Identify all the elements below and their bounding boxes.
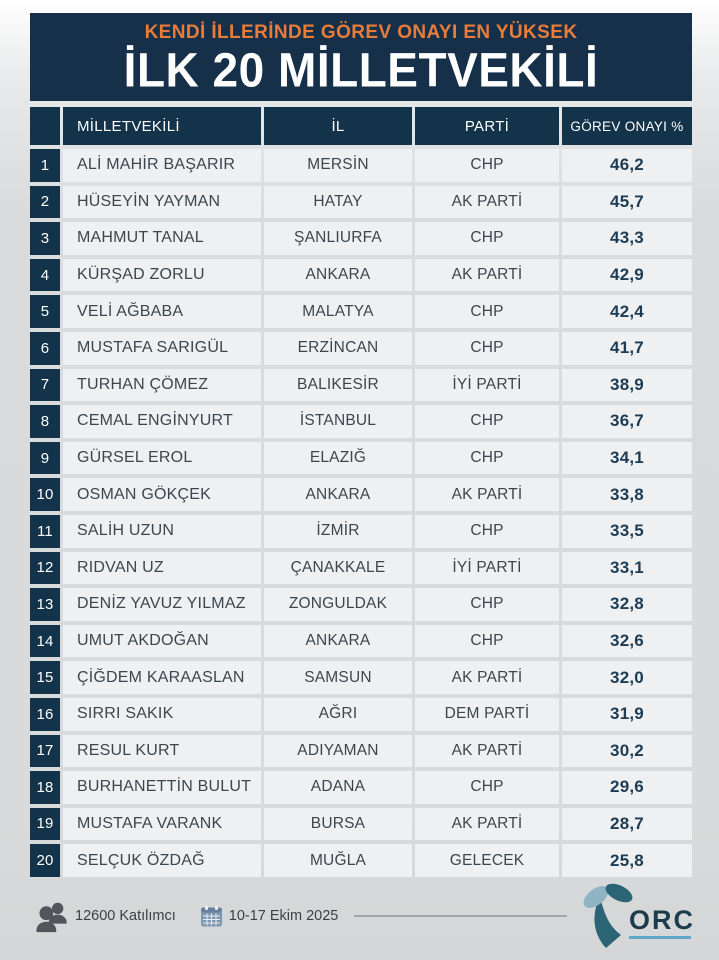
table-cell-name: MAHMUT TANAL bbox=[63, 222, 261, 255]
rank-cell: 5 bbox=[30, 295, 60, 328]
header-subtitle: KENDİ İLLERİNDE GÖREV ONAYI EN YÜKSEK bbox=[144, 22, 578, 43]
table-cell-name: BURHANETTİN BULUT bbox=[63, 771, 261, 804]
table-cell-name: UMUT AKDOĞAN bbox=[63, 625, 261, 658]
table-cell-value: 30,2 bbox=[562, 735, 692, 768]
table-cell-il: BALIKESİR bbox=[264, 369, 412, 402]
table-cell-name: KÜRŞAD ZORLU bbox=[63, 259, 261, 292]
orc-logo bbox=[581, 882, 695, 950]
table-cell-il: ADIYAMAN bbox=[264, 735, 412, 768]
table-cell-value: 34,1 bbox=[562, 442, 692, 475]
table-cell-value: 32,8 bbox=[562, 588, 692, 621]
table-cell-il: ANKARA bbox=[264, 478, 412, 511]
table-cell-name: ALİ MAHİR BAŞARIR bbox=[63, 149, 261, 182]
table-cell-value: 31,9 bbox=[562, 698, 692, 731]
rank-cell: 14 bbox=[30, 625, 60, 658]
table-cell-value: 42,4 bbox=[562, 295, 692, 328]
table-cell-value: 36,7 bbox=[562, 405, 692, 438]
table-cell-parti: CHP bbox=[415, 771, 559, 804]
table-cell-parti: AK PARTİ bbox=[415, 808, 559, 841]
table-cell-il: BURSA bbox=[264, 808, 412, 841]
table-cell-value: 33,8 bbox=[562, 478, 692, 511]
rank-cell: 18 bbox=[30, 771, 60, 804]
participants-icon bbox=[35, 900, 69, 933]
rank-cell: 16 bbox=[30, 698, 60, 731]
table-cell-il: İZMİR bbox=[264, 515, 412, 548]
table-cell-name: SELÇUK ÖZDAĞ bbox=[63, 844, 261, 877]
table-cell-il: MERSİN bbox=[264, 149, 412, 182]
table-cell-il: AĞRI bbox=[264, 698, 412, 731]
table-cell-value: 32,6 bbox=[562, 625, 692, 658]
table-cell-name: MUSTAFA SARIGÜL bbox=[63, 332, 261, 365]
rank-cell: 4 bbox=[30, 259, 60, 292]
table-cell-parti: CHP bbox=[415, 405, 559, 438]
table-cell-parti: AK PARTİ bbox=[415, 259, 559, 292]
rank-cell: 10 bbox=[30, 478, 60, 511]
table-cell-parti: CHP bbox=[415, 295, 559, 328]
table-cell-name: CEMAL ENGİNYURT bbox=[63, 405, 261, 438]
table-cell-il: MUĞLA bbox=[264, 844, 412, 877]
table-cell-name: SALİH UZUN bbox=[63, 515, 261, 548]
column-header-gorev-onayi: GÖREV ONAYI % bbox=[562, 107, 692, 145]
rank-cell: 11 bbox=[30, 515, 60, 548]
table-cell-value: 33,1 bbox=[562, 552, 692, 585]
table-cell-il: ZONGULDAK bbox=[264, 588, 412, 621]
table-cell-il: ŞANLIURFA bbox=[264, 222, 412, 255]
rank-cell: 19 bbox=[30, 808, 60, 841]
table-cell-parti: AK PARTİ bbox=[415, 735, 559, 768]
table-cell-name: VELİ AĞBABA bbox=[63, 295, 261, 328]
table-cell-value: 33,5 bbox=[562, 515, 692, 548]
table-cell-name: RIDVAN UZ bbox=[63, 552, 261, 585]
table-cell-parti: CHP bbox=[415, 625, 559, 658]
table-cell-name: OSMAN GÖKÇEK bbox=[63, 478, 261, 511]
rank-cell: 3 bbox=[30, 222, 60, 255]
rank-cell: 17 bbox=[30, 735, 60, 768]
column-header-rank bbox=[30, 107, 60, 145]
rank-cell: 8 bbox=[30, 405, 60, 438]
rank-cell: 2 bbox=[30, 186, 60, 219]
rank-cell: 6 bbox=[30, 332, 60, 365]
footer bbox=[35, 880, 695, 952]
table-cell-parti: GELECEK bbox=[415, 844, 559, 877]
table-cell-name: MUSTAFA VARANK bbox=[63, 808, 261, 841]
table-cell-il: ERZİNCAN bbox=[264, 332, 412, 365]
orc-logo-text: ORC bbox=[629, 905, 695, 935]
table-cell-value: 43,3 bbox=[562, 222, 692, 255]
table-cell-value: 28,7 bbox=[562, 808, 692, 841]
table-cell-value: 42,9 bbox=[562, 259, 692, 292]
table-cell-il: İSTANBUL bbox=[264, 405, 412, 438]
participants-label: 12600 Katılımcı bbox=[75, 908, 176, 924]
table-cell-il: ANKARA bbox=[264, 625, 412, 658]
table-cell-name: GÜRSEL EROL bbox=[63, 442, 261, 475]
table-cell-parti: İYİ PARTİ bbox=[415, 369, 559, 402]
rank-cell: 15 bbox=[30, 661, 60, 694]
header-banner bbox=[30, 13, 692, 101]
footer-divider bbox=[354, 915, 567, 917]
table-cell-parti: CHP bbox=[415, 332, 559, 365]
page-title: İLK 20 MİLLETVEKİLİ bbox=[123, 42, 599, 98]
table-cell-name: DENİZ YAVUZ YILMAZ bbox=[63, 588, 261, 621]
table-cell-il: ÇANAKKALE bbox=[264, 552, 412, 585]
column-header-parti: PARTİ bbox=[415, 107, 559, 145]
table-cell-parti: CHP bbox=[415, 222, 559, 255]
table-cell-il: SAMSUN bbox=[264, 661, 412, 694]
table-cell-il: ADANA bbox=[264, 771, 412, 804]
table-cell-parti: İYİ PARTİ bbox=[415, 552, 559, 585]
table-cell-value: 29,6 bbox=[562, 771, 692, 804]
orc-tagline-bar bbox=[629, 936, 691, 939]
table-cell-il: MALATYA bbox=[264, 295, 412, 328]
table-cell-value: 41,7 bbox=[562, 332, 692, 365]
orc-logo-mark-icon bbox=[581, 882, 635, 950]
date-range-label: 10-17 Ekim 2025 bbox=[228, 908, 339, 924]
table-cell-il: HATAY bbox=[264, 186, 412, 219]
table-cell-parti: AK PARTİ bbox=[415, 186, 559, 219]
table-cell-value: 32,0 bbox=[562, 661, 692, 694]
rank-cell: 7 bbox=[30, 369, 60, 402]
table-cell-parti: AK PARTİ bbox=[415, 478, 559, 511]
table-cell-value: 38,9 bbox=[562, 369, 692, 402]
column-header-il: İL bbox=[264, 107, 412, 145]
table-cell-name: HÜSEYİN YAYMAN bbox=[63, 186, 261, 219]
table-cell-value: 25,8 bbox=[562, 844, 692, 877]
table-cell-parti: CHP bbox=[415, 149, 559, 182]
rank-cell: 12 bbox=[30, 552, 60, 585]
table-cell-parti: CHP bbox=[415, 442, 559, 475]
rank-cell: 20 bbox=[30, 844, 60, 877]
table-cell-il: ELAZIĞ bbox=[264, 442, 412, 475]
table-cell-il: ANKARA bbox=[264, 259, 412, 292]
rank-cell: 1 bbox=[30, 149, 60, 182]
table-cell-name: RESUL KURT bbox=[63, 735, 261, 768]
column-header-milletvekili: MİLLETVEKİLİ bbox=[63, 107, 261, 145]
table-cell-name: SIRRI SAKIK bbox=[63, 698, 261, 731]
approval-table bbox=[30, 107, 692, 877]
table-cell-name: TURHAN ÇÖMEZ bbox=[63, 369, 261, 402]
table-cell-value: 45,7 bbox=[562, 186, 692, 219]
table-cell-parti: AK PARTİ bbox=[415, 661, 559, 694]
table-cell-name: ÇİĞDEM KARAASLAN bbox=[63, 661, 261, 694]
calendar-icon bbox=[200, 905, 223, 927]
table-cell-value: 46,2 bbox=[562, 149, 692, 182]
table-cell-parti: DEM PARTİ bbox=[415, 698, 559, 731]
table-cell-parti: CHP bbox=[415, 588, 559, 621]
table-cell-parti: CHP bbox=[415, 515, 559, 548]
rank-cell: 9 bbox=[30, 442, 60, 475]
rank-cell: 13 bbox=[30, 588, 60, 621]
